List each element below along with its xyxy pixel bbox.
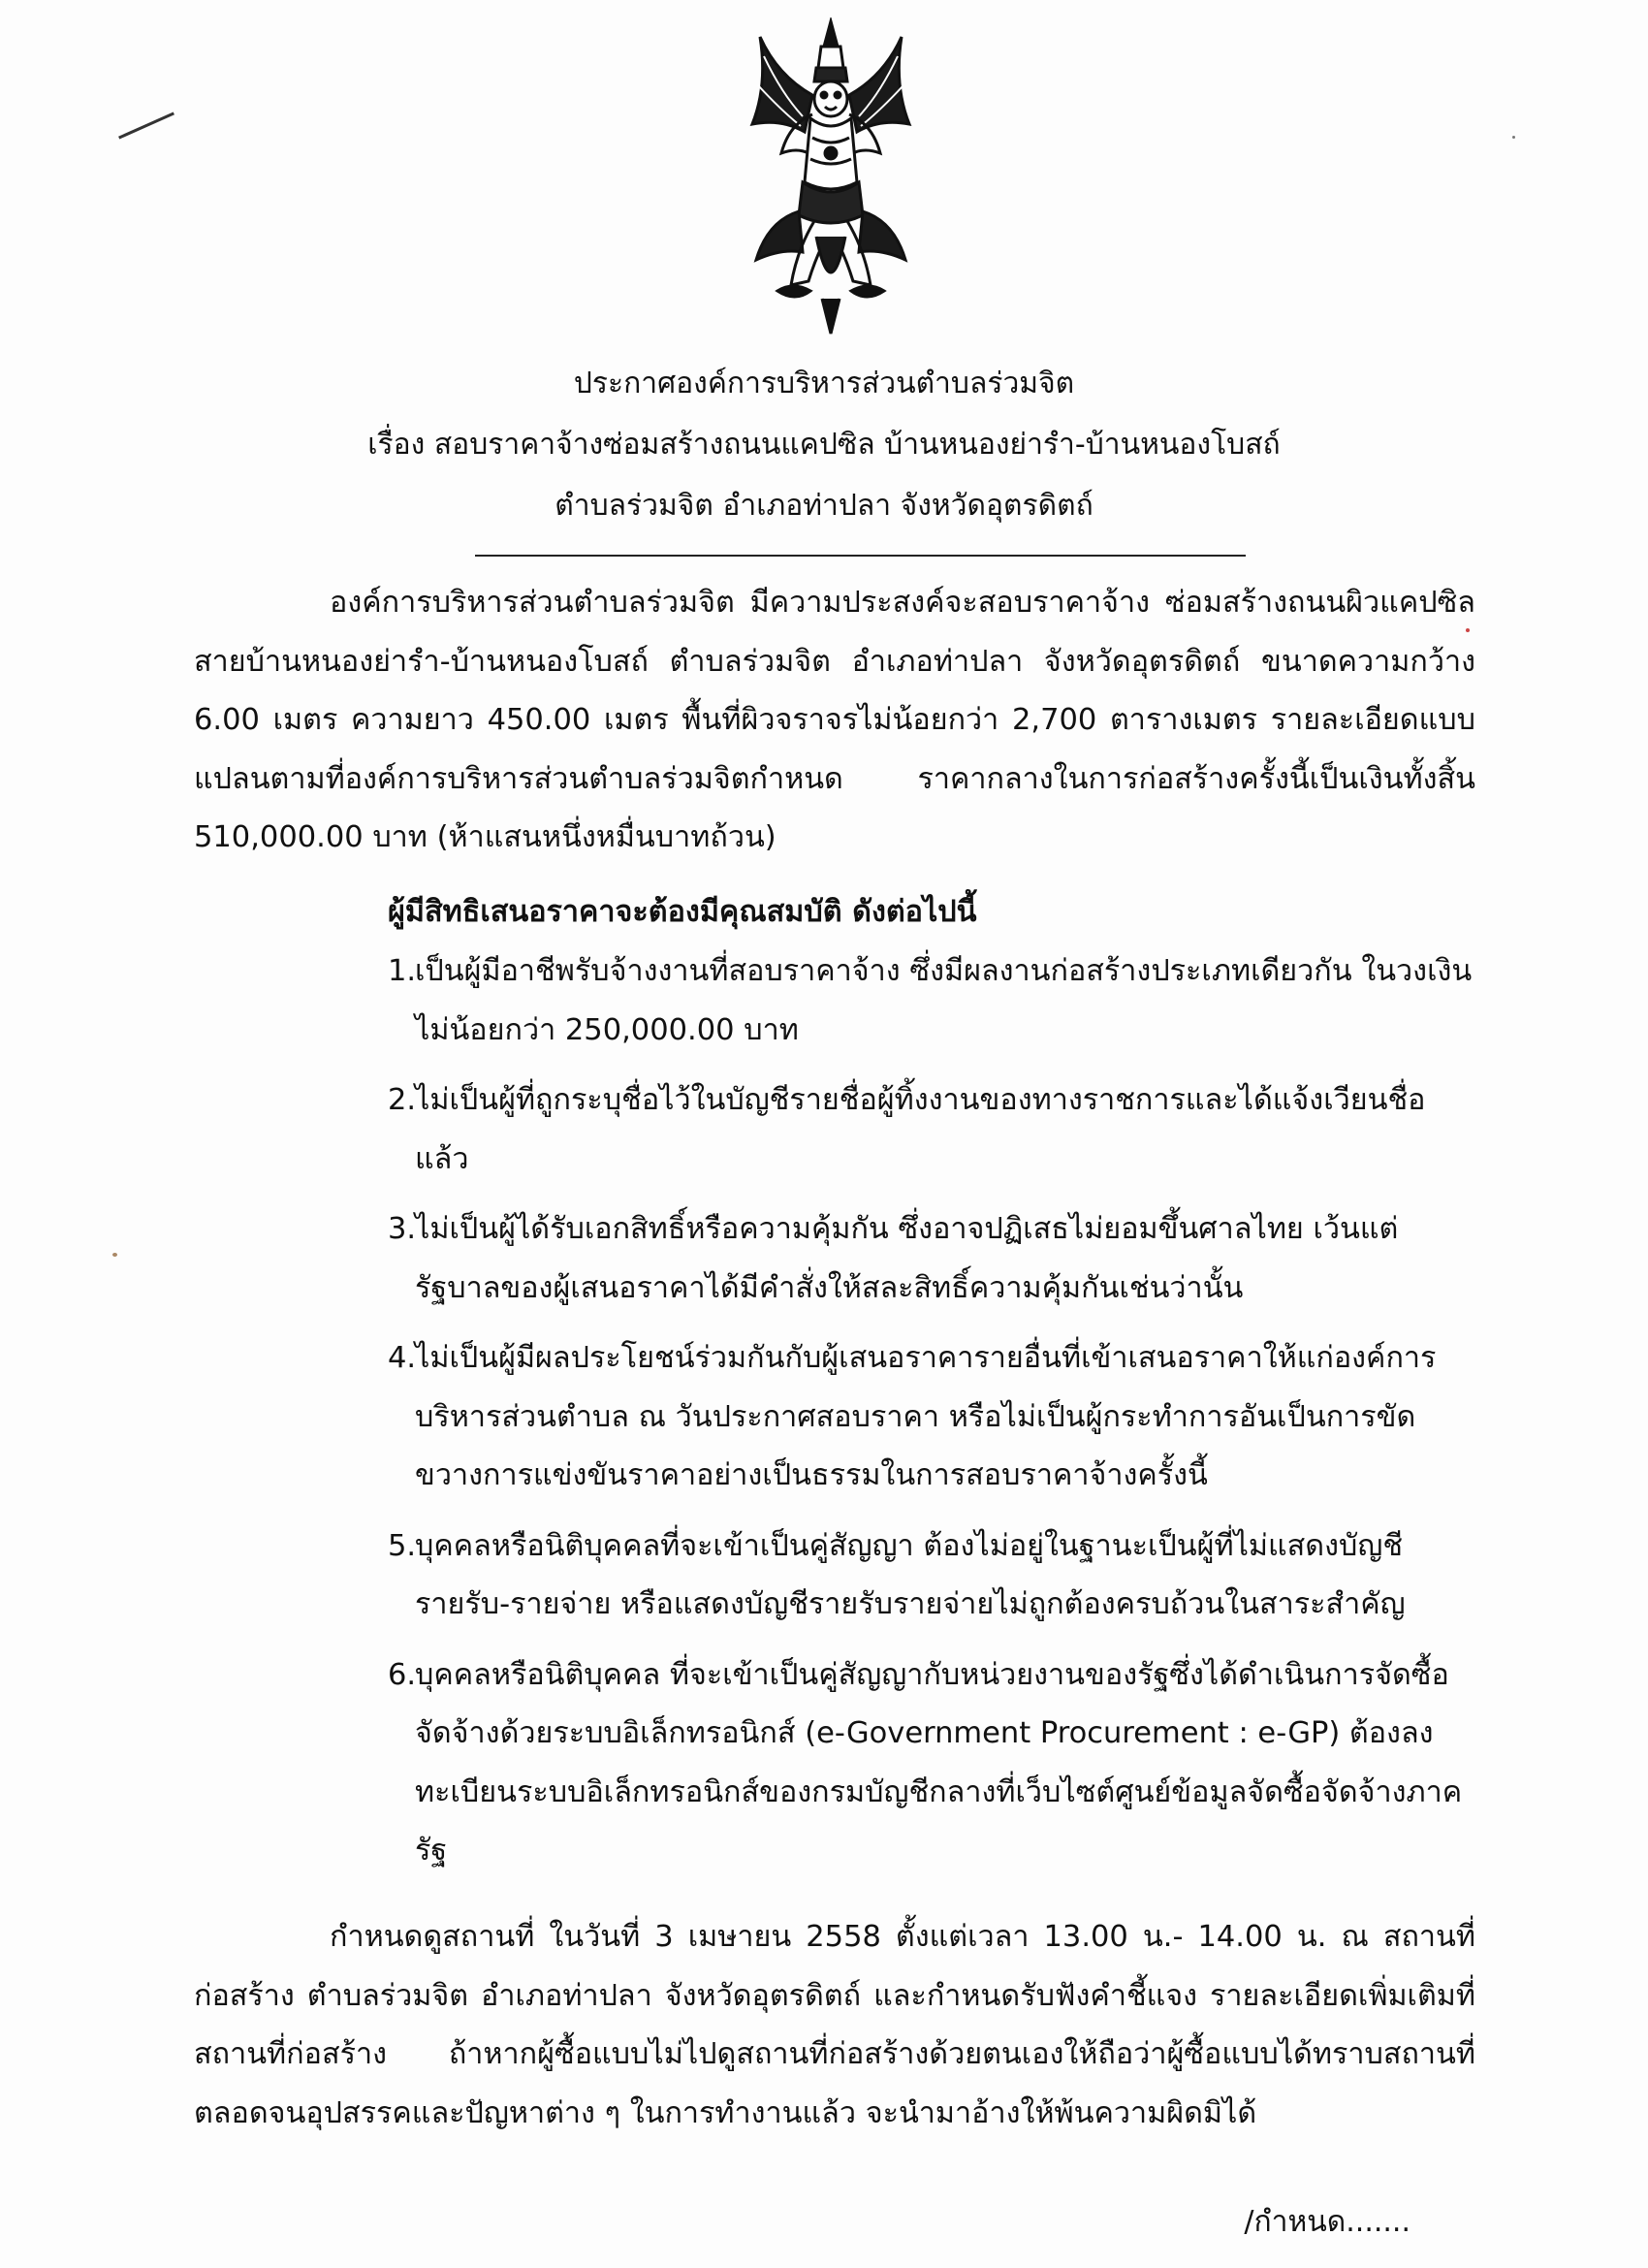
list-number: 6. (388, 1657, 417, 1692)
qualifications-title: ผู้มีสิทธิเสนอราคาจะต้องมีคุณสมบัติ ดังต่อไปนี้ (388, 895, 977, 929)
list-text: ไม่เป็นผู้ได้รับเอกสิทธิ์หรือความคุ้มกัน ซึ่งอาจปฏิเสธไม่ยอมขึ้นศาลไทย เว้นแต่รัฐบาลของผู้เสนอราคาได้มีคำสั่งให้สละสิทธิ์ความคุ้มกันเช่นว่านั้น (415, 1212, 1399, 1305)
list-text: เป็นผู้มีอาชีพรับจ้างงานที่สอบราคาจ้าง ซึ่งมีผลงานก่อสร้างประเภทเดียวกัน ในวงเงินไม่น้อยกว่า 250,000.00 บาท (415, 954, 1473, 1047)
header-line-1: ประกาศองค์การบริหารส่วนตำบลร่วมจิต (573, 367, 1075, 400)
list-text: บุคคลหรือนิติบุคคลที่จะเข้าเป็นคู่สัญญา ต้องไม่อยู่ในฐานะเป็นผู้ที่ไม่แสดงบัญชีรายรับ-รายจ่าย หรือแสดงบัญชีรายรับรายจ่ายไม่ถูกต้องครบถ้วนในสาระสำคัญ (415, 1528, 1406, 1621)
list-text: บุคคลหรือนิติบุคคล ที่จะเข้าเป็นคู่สัญญากับหน่วยงานของรัฐซึ่งได้ดำเนินการจัดซื้อจัดจ้างด้วยระบบอิเล็กทรอนิกส์ (e-Government Procurement : e-GP) ต้องลงทะเบียนระบบอิเล็กทรอนิกส์ของกรมบัญชีกลางที่เว็บไซต์ศูนย์ข้อมูลจัดซื้อจัดจ้างภาครัฐ (415, 1657, 1463, 1868)
list-number: 4. (388, 1341, 417, 1375)
list-text: ไม่เป็นผู้ที่ถูกระบุชื่อไว้ในบัญชีรายชื่อผู้ทิ้งงานของทางราชการและได้แจ้งเวียนชื่อแล้ว (415, 1083, 1426, 1176)
list-text: ไม่เป็นผู้มีผลประโยชน์ร่วมกันกับผู้เสนอราคารายอื่นที่เข้าเสนอราคาให้แก่องค์การบริหารส่วนตำบล ณ วันประกาศสอบราคา หรือไม่เป็นผู้กระทำการอันเป็นการขัดขวางการแข่งขันราคาอย่างเป็นธรรมในการสอบราคาจ้างครั้งนี้ (415, 1341, 1437, 1492)
list-item (388, 1329, 1475, 1506)
list-number: 2. (388, 1083, 417, 1117)
list-item (388, 1071, 1475, 1189)
scan-artifact (112, 1253, 117, 1257)
intro-paragraph: องค์การบริหารส่วนตำบลร่วมจิต มีความประสงค์จะสอบราคาจ้าง ซ่อมสร้างถนนผิวแคปซิล สายบ้านหนองย่ารำ-บ้านหนองโบสถ์ ตำบลร่วมจิต อำเภอท่าปลา จังหวัดอุตรดิตถ์ ขนาดความกว้าง 6.00 เมตร ความยาว 450.00 เมตร พื้นที่ผิวจราจรไม่น้อยกว่า 2,700 ตารางเมตร รายละเอียดแบบแปลนตามที่องค์การบริหารส่วนตำบลร่วมจิตกำหนด ราคากลางในการก่อสร้างครั้งนี้เป็นเงินทั้งสิ้น 510,000.00 บาท (ห้าแสนหนึ่งหมื่นบาทถ้วน) (194, 586, 1475, 854)
list-item (388, 1200, 1475, 1318)
list-number: 3. (388, 1212, 417, 1246)
header-divider (475, 555, 1246, 557)
scan-artifact (1512, 136, 1515, 139)
continuation-marker: /กำหนด....... (1244, 2205, 1410, 2239)
header-line-2: เรื่อง สอบราคาจ้างซ่อมสร้างถนนแคปซิล บ้านหนองย่ารำ-บ้านหนองโบสถ์ (367, 428, 1281, 462)
list-number: 5. (388, 1528, 417, 1563)
garuda-emblem-icon (739, 17, 923, 337)
list-item (388, 942, 1475, 1060)
list-number: 1. (388, 954, 417, 988)
qualifications-list (388, 942, 1475, 1893)
site-visit-paragraph: กำหนดดูสถานที่ ในวันที่ 3 เมษายน 2558 ตั้งแต่เวลา 13.00 น.- 14.00 น. ณ สถานที่ก่อสร้าง ตำบลร่วมจิต อำเภอท่าปลา จังหวัดอุตรดิตถ์ และกำหนดรับฟังคำชี้แจง รายละเอียดเพิ่มเติมที่สถานที่ก่อสร้าง ถ้าหากผู้ซื้อแบบไม่ไปดูสถานที่ก่อสร้างด้วยตนเองให้ถือว่าผู้ซื้อแบบได้ทราบสถานที่ตลอดจนอุปสรรคและปัญหาต่าง ๆ ในการทำงานแล้ว จะนำมาอ้างให้พ้นความผิดมิได้ (194, 1920, 1475, 2130)
scan-artifact (118, 112, 174, 140)
header-line-3: ตำบลร่วมจิต อำเภอท่าปลา จังหวัดอุตรดิตถ์ (555, 489, 1093, 523)
list-item (388, 1646, 1475, 1881)
list-item (388, 1517, 1475, 1635)
